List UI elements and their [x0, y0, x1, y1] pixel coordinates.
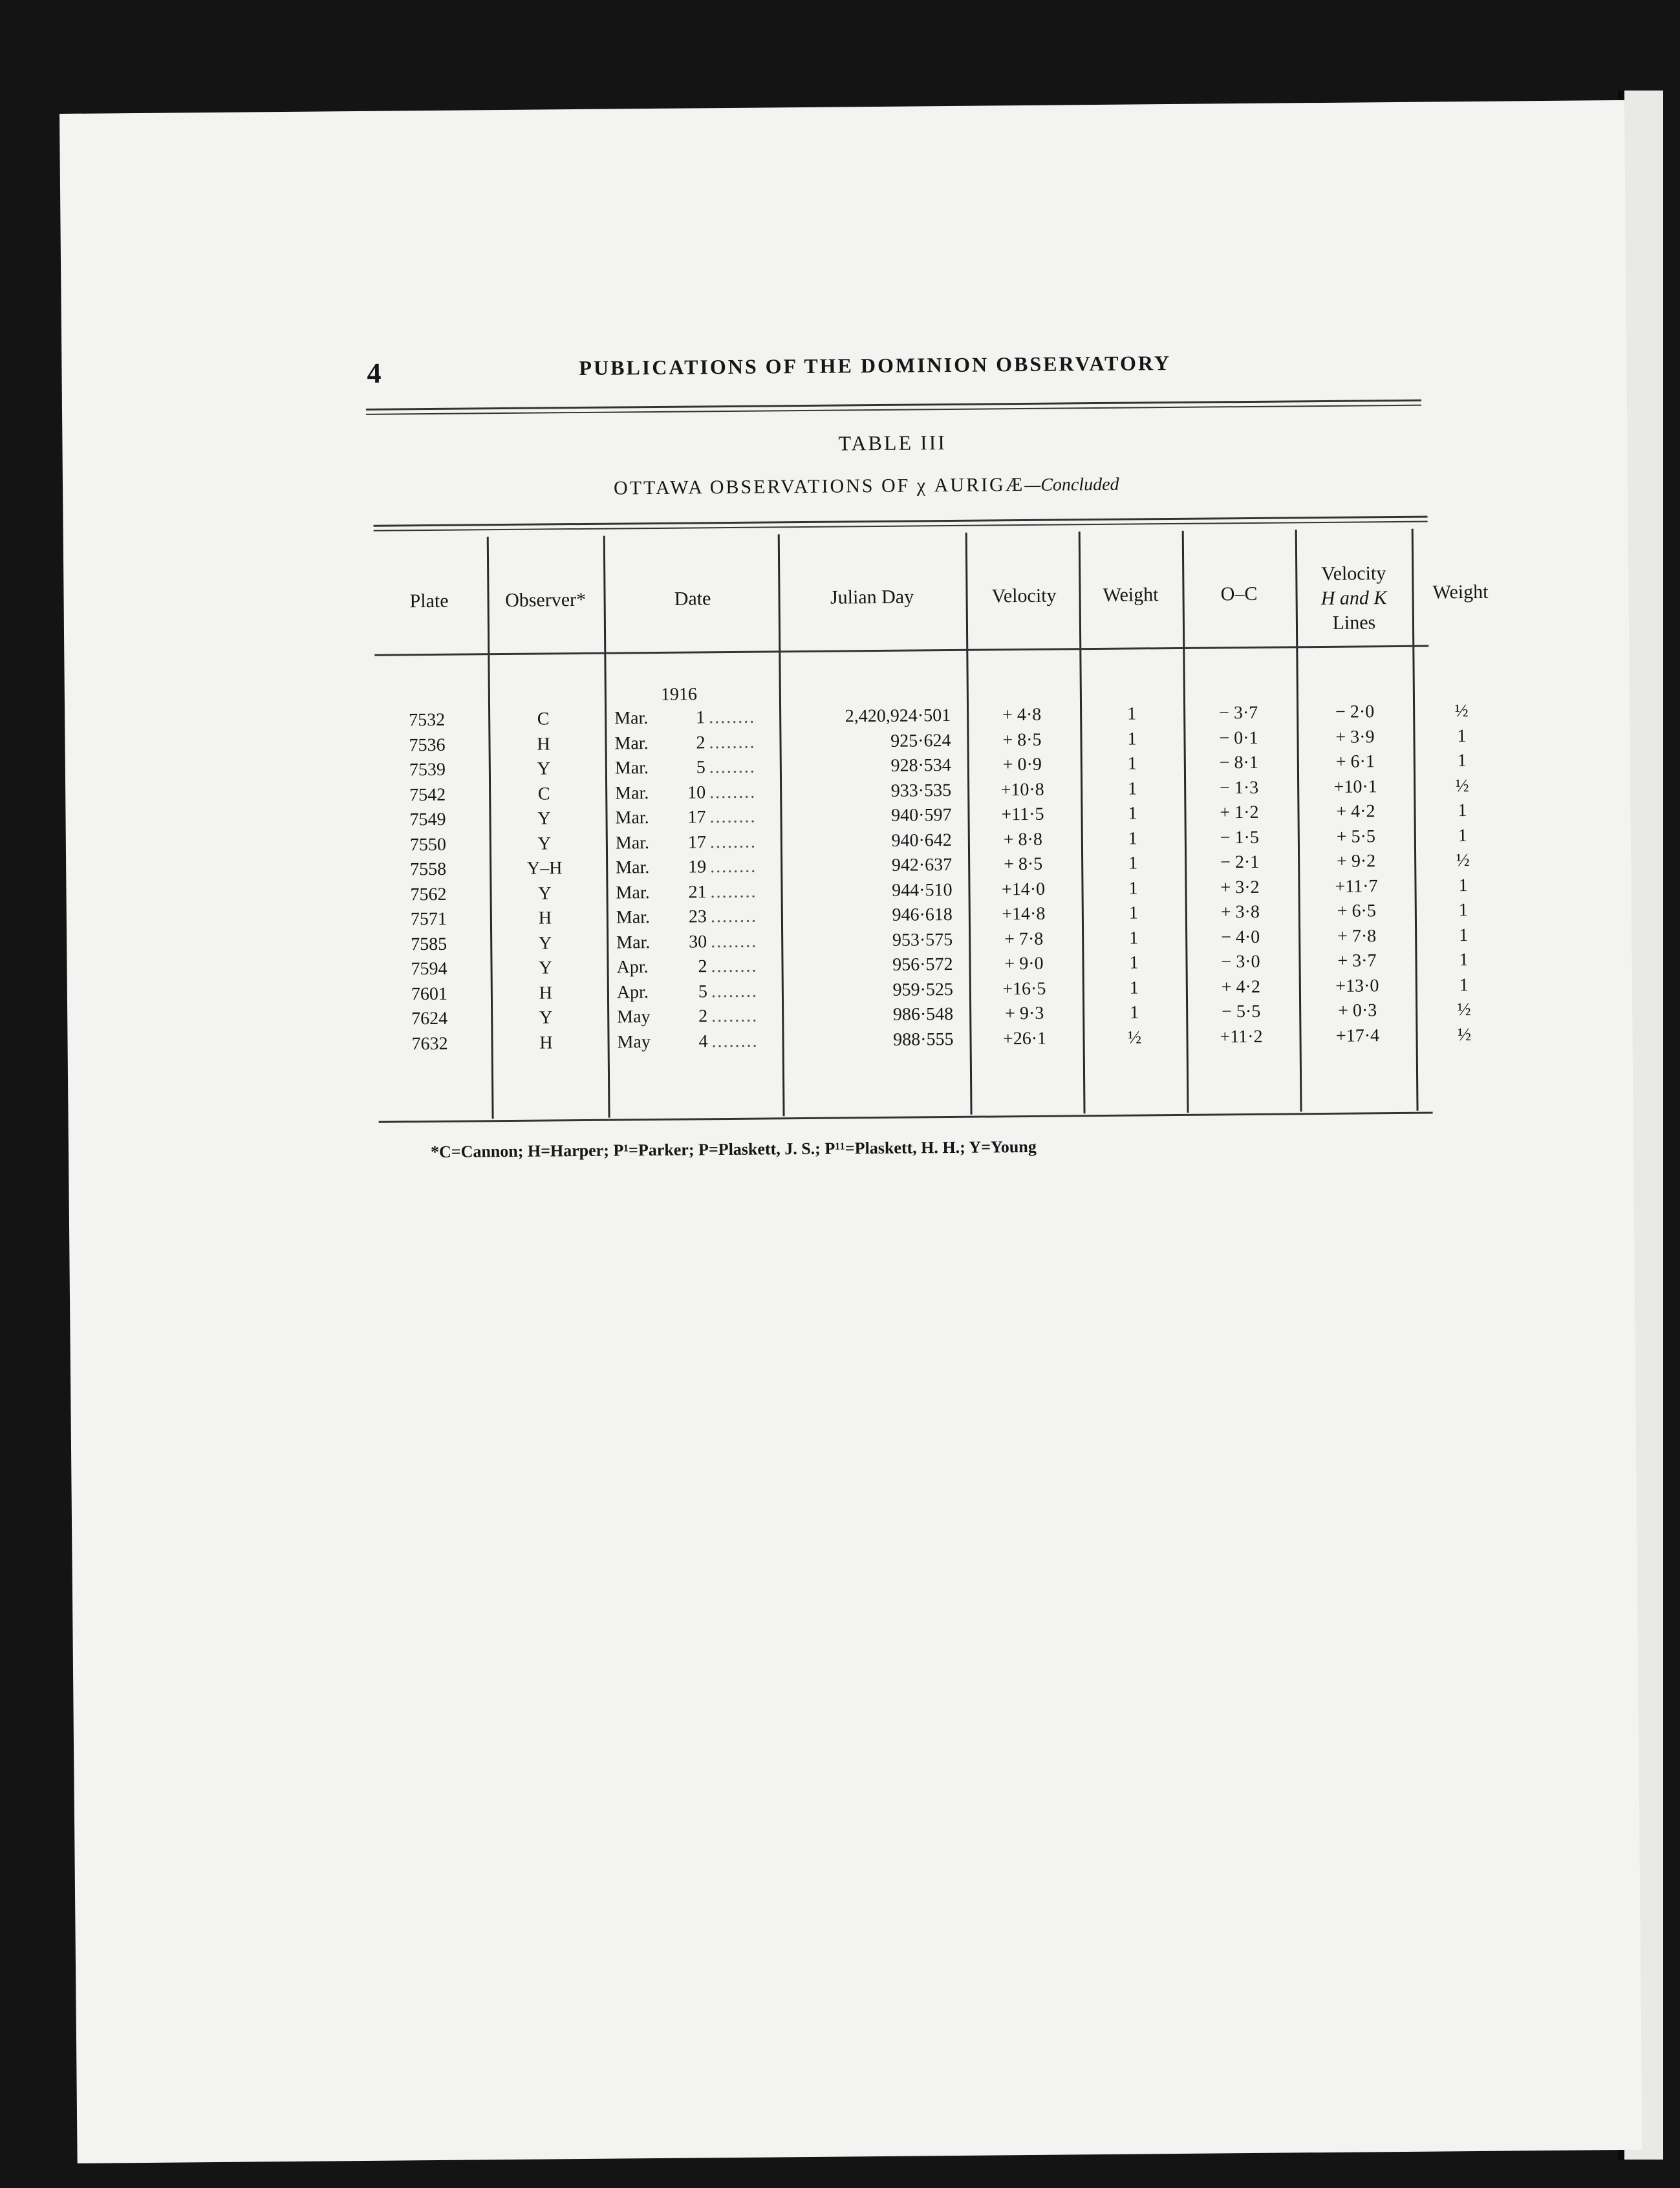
cell-velocity-hk: + 5·5 [1336, 826, 1376, 847]
header-rule-2 [366, 405, 1421, 415]
cell-velocity-hk: + 9·2 [1336, 851, 1376, 872]
cell-velocity-hk: + 0·3 [1337, 1000, 1377, 1021]
cell-observer: Y [537, 808, 551, 829]
cell-weight-2: 1 [1457, 751, 1467, 771]
cell-julian-day: 940·642 [891, 830, 952, 851]
cell-velocity-hk: + 6·1 [1335, 751, 1375, 772]
cell-julian-day: 2,420,924·501 [845, 705, 951, 727]
document-page [59, 100, 1642, 2163]
cell-day: 1 [696, 707, 705, 728]
cell-weight-2: 1 [1459, 974, 1469, 995]
cell-observer: Y–H [526, 858, 563, 879]
leader-dots: ........ [710, 906, 758, 927]
cell-julian-day: 940·597 [891, 805, 952, 826]
leader-dots: ........ [709, 707, 756, 728]
cell-velocity: +16·5 [1002, 978, 1046, 999]
cell-weight-2: 1 [1459, 950, 1469, 971]
cell-velocity-hk: +10·1 [1333, 776, 1377, 797]
cell-observer: Y [537, 758, 551, 779]
leader-dots: ........ [709, 782, 757, 802]
col-head-date: Date [674, 588, 711, 610]
cell-velocity: +14·0 [1001, 879, 1046, 899]
cell-weight: 1 [1127, 729, 1137, 749]
cell-weight-2: ½ [1457, 1024, 1472, 1045]
cell-plate: 7585 [411, 934, 447, 954]
cell-observer: Y [538, 932, 552, 954]
footnote: *C=Cannon; H=Harper; P¹=Parker; P=Plaskett, J. S.; P¹¹=Plaskett, H. H.; Y=Young [430, 1137, 1037, 1162]
cell-weight-2: ½ [1454, 701, 1469, 722]
cell-plate: 7550 [409, 834, 447, 855]
table-subtitle-main: OTTAWA OBSERVATIONS OF χ AURIGÆ [613, 473, 1025, 499]
cell-velocity-hk: + 7·8 [1337, 925, 1377, 947]
cell-month: May [617, 1007, 651, 1027]
cell-month: Mar. [614, 758, 649, 778]
cell-velocity: +26·1 [1002, 1028, 1047, 1049]
cell-month: Apr. [616, 981, 649, 1003]
cell-observer: C [537, 783, 550, 804]
cell-weight-2: 1 [1459, 925, 1469, 945]
cell-julian-day: 946·618 [892, 904, 953, 925]
cell-observer: H [539, 1032, 553, 1053]
cell-day: 21 [688, 881, 707, 903]
cell-julian-day: 956·572 [892, 954, 953, 975]
cell-observer: Y [539, 1007, 553, 1028]
cell-day: 2 [696, 732, 705, 753]
cell-weight-2: 1 [1458, 825, 1467, 846]
table-subtitle [614, 473, 1119, 500]
cell-velocity: + 9·0 [1004, 953, 1044, 974]
cell-weight-2: 1 [1457, 725, 1467, 746]
year-label: 1916 [660, 684, 698, 705]
table-title: TABLE III [838, 431, 947, 455]
cell-julian-day: 928·534 [890, 755, 951, 776]
cell-o-c: − 1·5 [1220, 827, 1260, 848]
cell-weight-2: ½ [1455, 775, 1469, 796]
cell-observer: Y [539, 958, 552, 978]
cell-velocity: +10·8 [1000, 779, 1044, 800]
cell-weight: 1 [1127, 703, 1137, 724]
cell-observer: H [537, 733, 550, 755]
leader-dots: ........ [709, 756, 756, 778]
cell-day: 23 [688, 906, 707, 927]
cell-velocity-hk: + 3·7 [1337, 950, 1377, 971]
cell-julian-day: 925·624 [890, 730, 951, 751]
cell-month: Mar. [614, 733, 649, 754]
cell-o-c: − 5·5 [1221, 1001, 1261, 1022]
cell-plate: 7536 [409, 735, 446, 755]
cell-julian-day: 933·535 [890, 780, 952, 801]
cell-plate: 7532 [409, 709, 446, 731]
cell-weight: 1 [1129, 927, 1139, 949]
cell-weight: 1 [1128, 877, 1138, 899]
col-head-weight-2: Weight [1432, 581, 1489, 603]
cell-weight: ½ [1127, 1027, 1142, 1048]
cell-observer: C [537, 709, 550, 729]
cell-weight: 1 [1127, 753, 1137, 774]
cell-observer: Y [537, 833, 552, 854]
cell-month: Mar. [616, 932, 651, 953]
cell-velocity: + 8·8 [1003, 829, 1043, 850]
col-head-velocity-hk: Velocity H and K Lines [1320, 563, 1387, 634]
leader-dots: ........ [710, 881, 757, 902]
cell-julian-day: 944·510 [892, 879, 953, 901]
cell-day: 17 [687, 807, 706, 828]
cell-weight: 1 [1130, 1002, 1139, 1023]
cell-velocity-hk: + 6·5 [1337, 901, 1377, 921]
cell-velocity: + 7·8 [1004, 928, 1044, 949]
cell-o-c: + 1·2 [1220, 802, 1259, 823]
cell-o-c: + 3·8 [1220, 901, 1260, 923]
cell-velocity-hk: +13·0 [1335, 975, 1379, 996]
cell-o-c: − 1·3 [1219, 777, 1259, 798]
cell-day: 2 [698, 956, 707, 977]
cell-month: Apr. [616, 957, 649, 978]
cell-observer: H [538, 908, 552, 928]
cell-weight: 1 [1128, 903, 1138, 923]
cell-day: 30 [689, 931, 707, 952]
cell-velocity: + 0·9 [1002, 754, 1042, 775]
cell-o-c: − 4·0 [1220, 927, 1260, 947]
cell-weight-2: 1 [1458, 900, 1468, 921]
cell-o-c: − 3·7 [1218, 702, 1258, 724]
cell-observer: H [539, 982, 553, 1003]
col-head-weight: Weight [1103, 584, 1159, 606]
leader-dots: ........ [711, 1031, 759, 1051]
cell-o-c: +11·2 [1220, 1026, 1263, 1047]
cell-month: Mar. [616, 857, 650, 878]
table-subtitle-suffix: —Concluded [1024, 474, 1119, 495]
cell-weight: 1 [1128, 803, 1137, 824]
cell-o-c: − 2·1 [1220, 852, 1260, 873]
cell-plate: 7539 [409, 759, 446, 780]
leader-dots: ........ [711, 956, 758, 977]
cell-weight: 1 [1128, 778, 1137, 799]
leader-dots: ........ [711, 1005, 759, 1027]
cell-o-c: − 3·0 [1221, 951, 1260, 972]
cell-plate: 7558 [410, 859, 447, 880]
cell-day: 17 [687, 831, 707, 853]
col-head-velocity: Velocity [991, 585, 1057, 607]
cell-month: Mar. [615, 808, 649, 828]
cell-o-c: + 4·2 [1221, 976, 1261, 997]
cell-month: Mar. [616, 882, 650, 903]
col-head-observer: Observer* [504, 588, 587, 612]
cell-weight-2: ½ [1457, 1000, 1471, 1020]
cell-month: Mar. [614, 708, 649, 729]
cell-weight: 1 [1128, 853, 1138, 874]
cell-weight: 1 [1129, 952, 1139, 973]
cell-velocity: + 8·5 [1002, 729, 1042, 750]
cell-weight: 1 [1128, 828, 1137, 849]
cell-plate: 7549 [409, 809, 446, 830]
leader-dots: ........ [710, 856, 757, 877]
leader-dots: ........ [709, 831, 757, 852]
cell-o-c: + 3·2 [1220, 877, 1260, 897]
cell-month: Mar. [616, 907, 651, 928]
running-head: PUBLICATIONS OF THE DOMINION OBSERVATORY [579, 351, 1172, 380]
cell-o-c: − 8·1 [1219, 752, 1259, 773]
cell-day: 2 [698, 1006, 708, 1027]
cell-plate: 7601 [411, 983, 448, 1004]
cell-weight-2: 1 [1458, 875, 1468, 896]
cell-plate: 7624 [411, 1008, 448, 1029]
cell-velocity-hk: +17·4 [1335, 1025, 1380, 1046]
cell-julian-day: 942·637 [891, 855, 953, 875]
cell-velocity-hk: +11·7 [1335, 875, 1378, 897]
cell-velocity-hk: + 4·2 [1336, 801, 1375, 822]
cell-plate: 7571 [410, 908, 447, 930]
leader-dots: ........ [711, 931, 758, 952]
cell-velocity-hk: − 2·0 [1335, 702, 1375, 722]
leader-dots: ........ [709, 732, 756, 753]
cell-julian-day: 986·548 [892, 1003, 954, 1025]
leader-dots: ........ [709, 806, 757, 828]
cell-plate: 7562 [410, 884, 447, 905]
cell-observer: Y [538, 883, 552, 904]
cell-julian-day: 988·555 [893, 1029, 954, 1050]
cell-julian-day: 959·525 [892, 979, 954, 1000]
page-number: 4 [367, 357, 382, 389]
cell-day: 5 [698, 981, 708, 1002]
cell-plate: 7632 [411, 1033, 448, 1054]
cell-velocity: + 8·5 [1003, 853, 1043, 875]
cell-month: Mar. [615, 782, 649, 804]
cell-day: 4 [698, 1031, 708, 1051]
cell-velocity: +14·8 [1002, 903, 1046, 925]
cell-month: Mar. [615, 832, 650, 853]
col-head-o-c: O–C [1220, 583, 1258, 605]
cell-day: 10 [687, 782, 706, 803]
cell-plate: 7594 [411, 958, 447, 980]
leader-dots: ........ [711, 981, 759, 1002]
cell-julian-day: 953·575 [892, 929, 953, 950]
table-bottom-rule [379, 1112, 1433, 1123]
cell-day: 5 [696, 757, 705, 778]
cell-o-c: − 0·1 [1219, 727, 1258, 748]
table-top-rule-2 [374, 521, 1428, 531]
cell-weight: 1 [1129, 977, 1139, 998]
cell-velocity: + 9·3 [1005, 1003, 1044, 1024]
cell-weight-2: ½ [1456, 850, 1470, 871]
cell-velocity: +11·5 [1001, 804, 1044, 825]
cell-day: 19 [688, 857, 707, 877]
cell-month: May [617, 1031, 651, 1053]
cell-weight-2: 1 [1458, 800, 1467, 821]
cell-plate: 7542 [409, 784, 446, 805]
header-bottom-rule [374, 645, 1428, 656]
column-divider [603, 536, 610, 1118]
col-head-plate: Plate [409, 590, 449, 612]
cell-velocity-hk: + 3·9 [1335, 726, 1375, 747]
col-head-julian-day: Julian Day [830, 586, 914, 608]
cell-velocity: + 4·8 [1002, 704, 1042, 725]
